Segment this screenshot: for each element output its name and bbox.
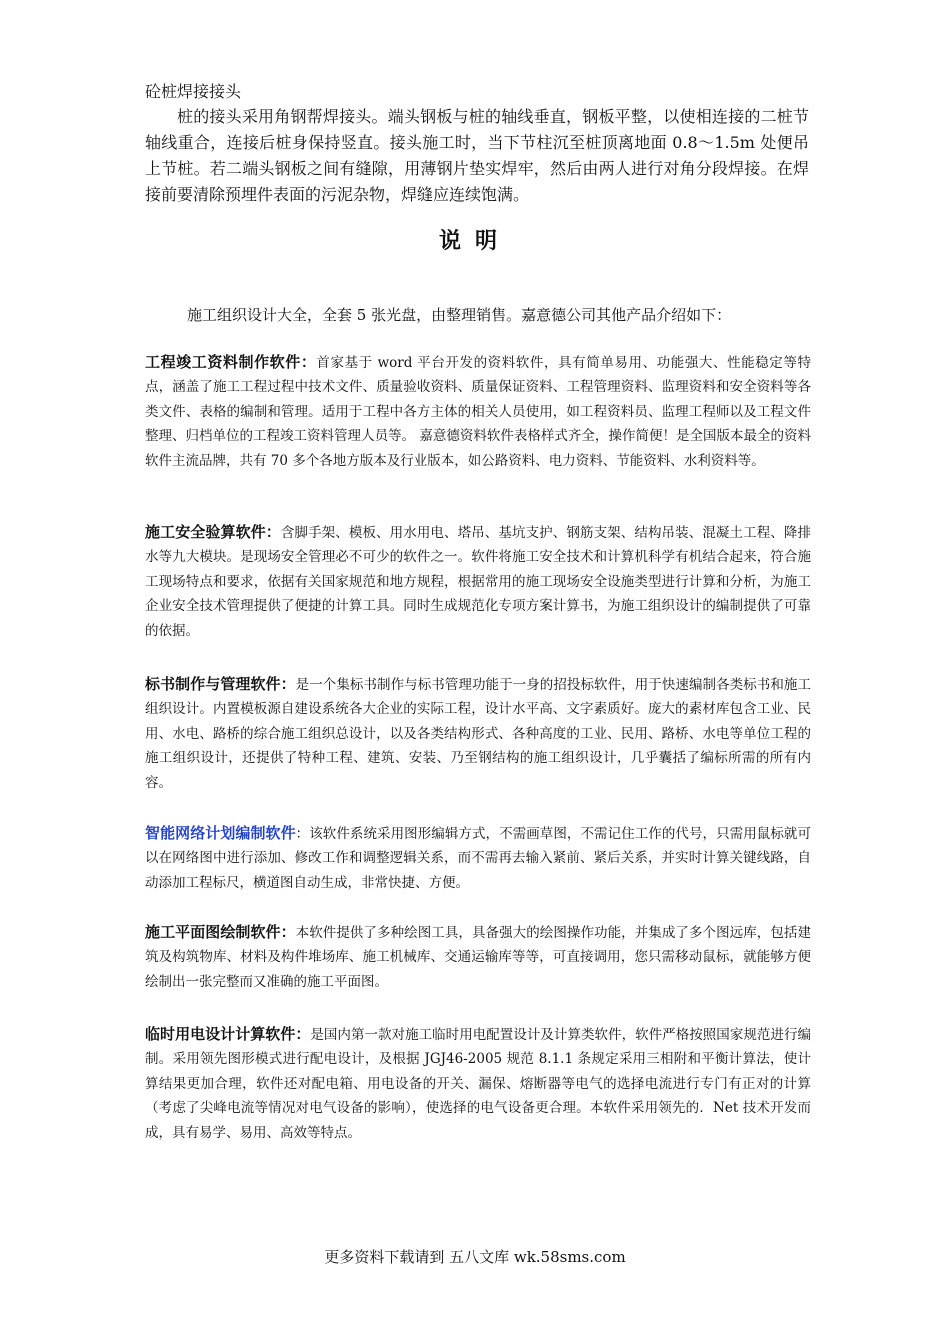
product-description: 本软件提供了多种绘图工具，具备强大的绘图操作功能，并集成了多个图远库，包括建筑及构筑物库、材料及构件堆场库、施工机械库、交通运输库等等，可直接调用，您只需移动鼠标，就能够方便绘制出一张完整而又准确的施工平面图。 xyxy=(145,925,811,990)
product-description: 是一个集标书制作与标书管理功能于一身的招投标软件，用于快速编制各类标书和施工组织设计。内置模板源自建设系统各大企业的实际工程，设计水平高、文字素质好。庞大的素材库包含工业、民用、水电、路桥的综合施工组织总设计，以及各类结构形式、各种高度的工业、民用、路桥、水电等单位工程的施工组织设计，还提供了特种工程、建筑、安装、乃至钢结构的施工组织设计，几乎囊括了编标所需的所有内容。 xyxy=(145,677,811,791)
product-section-safety-calc xyxy=(145,520,811,643)
product-name: 智能网络计划编制软件 xyxy=(145,824,296,842)
product-name: 临时用电设计计算软件： xyxy=(145,1025,311,1043)
product-name: 工程竣工资料制作软件： xyxy=(145,353,317,371)
product-name: 施工平面图绘制软件： xyxy=(145,923,296,941)
product-description: 含脚手架、模板、用水用电、塔吊、基坑支护、钢筋支架、结构吊装、混凝土工程、降排水等九大模块。是现场安全管理必不可少的软件之一。软件将施工安全技术和计算机科学有机结合起来，符合施工现场特点和要求，依据有关国家规范和地方规程，根据常用的施工现场安全设施类型进行计算和分析，为施工企业安全技术管理提供了便捷的计算工具。同时生成规范化专项方案计算书，为施工组织设计的编制提供了可靠的依据。 xyxy=(145,525,811,639)
product-section-site-plan xyxy=(145,920,811,994)
product-description: 是国内第一款对施工临时用电配置设计及计算类软件，软件严格按照国家规范进行编制。采用领先图形模式进行配电设计，及根据 JGJ46-2005 规范 8.1.1 条规定采用三相附和平衡计算法，使计算结果更加合理，软件还对配电箱、用电设备的开关、漏保、熔断器等电气的选择电流进行专门有正对的计算（考虑了尖峰电流等情况对电气设备的影响），使选择的电气设备更合理。本软件采用领先的．Net 技术开发而成，具有易学、易用、高效等特点。 xyxy=(145,1027,811,1141)
product-section-bid-docs xyxy=(145,672,811,795)
product-name: 施工安全验算软件： xyxy=(145,523,281,541)
product-name: 标书制作与管理软件： xyxy=(145,675,296,693)
product-section-network-plan xyxy=(145,821,811,895)
product-section-completion-docs xyxy=(145,350,811,473)
product-description: 首家基于 word 平台开发的资料软件，具有简单易用、功能强大、性能稳定等特点，涵盖了施工工程过程中技术文件、质量验收资料、质量保证资料、工程管理资料、监理资料和安全资料等各类文件、表格的编制和管理。适用于工程中各方主体的相关人员使用，如工程资料员、监理工程师以及工程文件整理、归档单位的工程竣工资料管理人员等。 嘉意德资料软件表格样式齐全，操作简便！是全国版本最全的资料软件主流品牌，共有 70 多个各地方版本及行业版本，如公路资料、电力资料、节能资料、水利资料等。 xyxy=(145,355,811,469)
product-description: ：该软件系统采用图形编辑方式，不需画草图，不需记住工作的代号，只需用鼠标就可以在网络图中进行添加、修改工作和调整逻辑关系，而不需再去输入紧前、紧后关系，并实时计算关键线路，自动添加工程标尺，横道图自动生成，非常快捷、方便。 xyxy=(145,826,811,891)
footer-text: 更多资料下载请到 五八文库 wk.58sms.com xyxy=(324,1248,626,1266)
body-paragraph: 桩的接头采用角钢帮焊接头。端头钢板与桩的轴线垂直，钢板平整，以使相连接的二桩节轴线重合，连接后桩身保持竖直。接头施工时，当下节柱沉至桩顶离地面 0.8～1.5m 处便吊上节桩。若二端头钢板之间有缝隙，用薄钢片垫实焊牢，然后由两人进行对角分段焊接。在焊接前要清除预埋件表面的污泥杂物，焊缝应连续饱满。 xyxy=(145,107,809,204)
intro-paragraph: 施工组织设计大全，全套 5 张光盘，由整理销售。嘉意德公司其他产品介绍如下： xyxy=(187,306,732,324)
section-heading: 砼桩焊接接头 xyxy=(145,82,242,101)
product-section-temp-power xyxy=(145,1022,811,1145)
page-title: 说明 xyxy=(438,229,511,254)
